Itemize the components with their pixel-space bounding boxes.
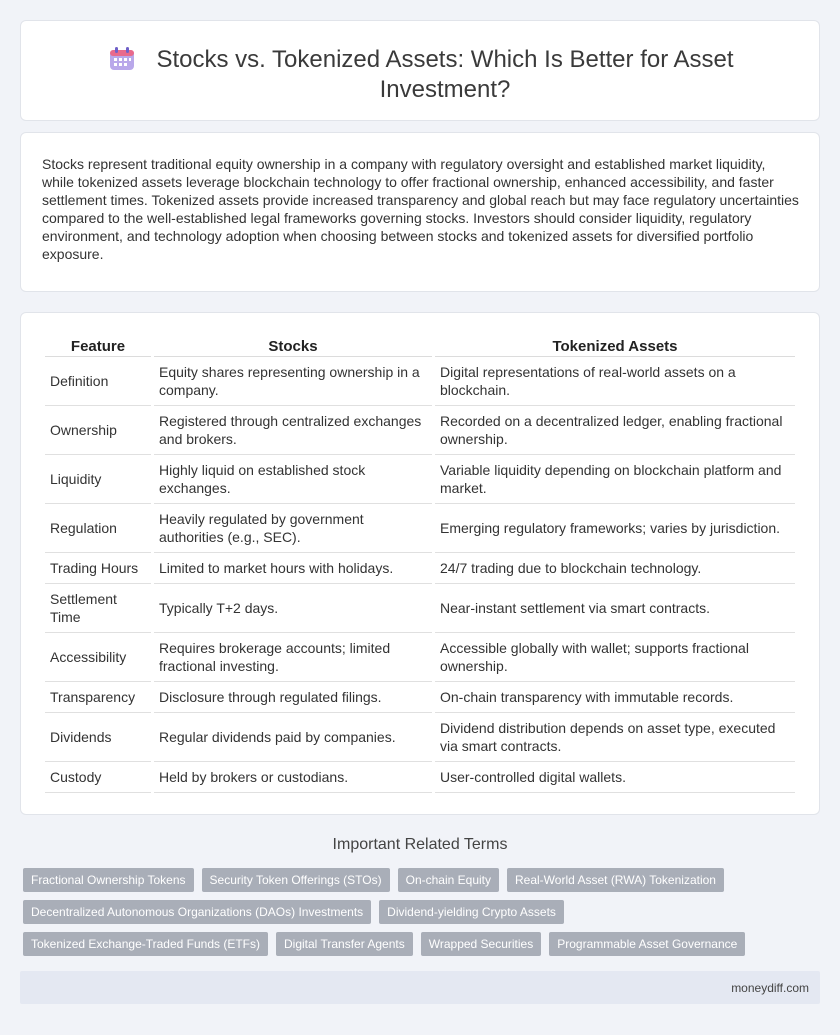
related-term-tag[interactable]: Fractional Ownership Tokens [23, 868, 194, 892]
related-term-tag[interactable]: Security Token Offerings (STOs) [202, 868, 390, 892]
footer [20, 971, 820, 1004]
comparison-card [20, 312, 820, 815]
related-term-tag[interactable]: Tokenized Exchange-Traded Funds (ETFs) [23, 932, 268, 956]
table-row [45, 713, 795, 762]
footer-site: moneydiff.com [731, 981, 809, 995]
table-row [45, 504, 795, 553]
stocks-cell: Registered through centralized exchanges and brokers. [154, 406, 432, 455]
stocks-cell: Disclosure through regulated filings. [154, 682, 432, 713]
tokenized-cell: Near-instant settlement via smart contracts. [435, 584, 795, 633]
table-row [45, 455, 795, 504]
tokenized-cell: Accessible globally with wallet; supports fractional ownership. [435, 633, 795, 682]
feature-cell: Custody [45, 762, 151, 793]
related-term-tag[interactable]: Programmable Asset Governance [549, 932, 745, 956]
tokenized-cell: Digital representations of real-world assets on a blockchain. [435, 357, 795, 406]
feature-cell: Transparency [45, 682, 151, 713]
table-row [45, 633, 795, 682]
title-card [20, 20, 820, 121]
related-term-tag[interactable]: Decentralized Autonomous Organizations (DAOs) Investments [23, 900, 371, 924]
tokenized-cell: Dividend distribution depends on asset type, executed via smart contracts. [435, 713, 795, 762]
table-row [45, 762, 795, 793]
page-title: Stocks vs. Tokenized Assets: Which Is Better for Asset Investment? [156, 46, 734, 103]
feature-cell: Liquidity [45, 455, 151, 504]
feature-cell: Regulation [45, 504, 151, 553]
header-tokenized-assets: Tokenized Assets [435, 335, 795, 357]
header-feature: Feature [45, 335, 151, 357]
table-row [45, 406, 795, 455]
feature-cell: Ownership [45, 406, 151, 455]
stocks-cell: Heavily regulated by government authorities (e.g., SEC). [154, 504, 432, 553]
tokenized-cell: Recorded on a decentralized ledger, enabling fractional ownership. [435, 406, 795, 455]
tokenized-cell: 24/7 trading due to blockchain technology. [435, 553, 795, 584]
related-term-tag[interactable]: Real-World Asset (RWA) Tokenization [507, 868, 724, 892]
comparison-table [42, 335, 798, 793]
stocks-cell: Highly liquid on established stock exchanges. [154, 455, 432, 504]
related-term-tag[interactable]: Dividend-yielding Crypto Assets [379, 900, 564, 924]
tokenized-cell: User-controlled digital wallets. [435, 762, 795, 793]
summary-paragraph: Stocks represent traditional equity ownership in a company with regulatory oversight and established market liquidity, while tokenized assets leverage blockchain technology to offer fractional ownership, enhanced accessibility, and faster settlement times. Tokenized assets provide increased transparency and global reach but may face regulatory uncertainties compared to the well-established legal frameworks governing stocks. Investors should consider liquidity, regulatory environment, and technology adoption when choosing between stocks and tokenized assets for diversified portfolio exposure. [42, 156, 799, 262]
feature-cell: Dividends [45, 713, 151, 762]
table-row [45, 357, 795, 406]
stocks-cell: Requires brokerage accounts; limited fractional investing. [154, 633, 432, 682]
tokenized-cell: On-chain transparency with immutable records. [435, 682, 795, 713]
header-stocks: Stocks [154, 335, 432, 357]
stocks-cell: Held by brokers or custodians. [154, 762, 432, 793]
related-terms-list [23, 868, 813, 956]
feature-cell: Accessibility [45, 633, 151, 682]
related-term-tag[interactable]: Digital Transfer Agents [276, 932, 413, 956]
tokenized-cell: Variable liquidity depending on blockchain platform and market. [435, 455, 795, 504]
feature-cell: Settlement Time [45, 584, 151, 633]
feature-cell: Definition [45, 357, 151, 406]
stocks-cell: Typically T+2 days. [154, 584, 432, 633]
table-row [45, 553, 795, 584]
related-term-tag[interactable]: Wrapped Securities [421, 932, 542, 956]
table-row [45, 584, 795, 633]
table-header-row [45, 335, 795, 357]
stocks-cell: Equity shares representing ownership in a company. [154, 357, 432, 406]
feature-cell: Trading Hours [45, 553, 151, 584]
stocks-cell: Limited to market hours with holidays. [154, 553, 432, 584]
stocks-cell: Regular dividends paid by companies. [154, 713, 432, 762]
related-terms-title: Important Related Terms [332, 836, 508, 853]
summary-card [20, 132, 820, 292]
related-term-tag[interactable]: On-chain Equity [398, 868, 499, 892]
tokenized-cell: Emerging regulatory frameworks; varies by jurisdiction. [435, 504, 795, 553]
table-row [45, 682, 795, 713]
